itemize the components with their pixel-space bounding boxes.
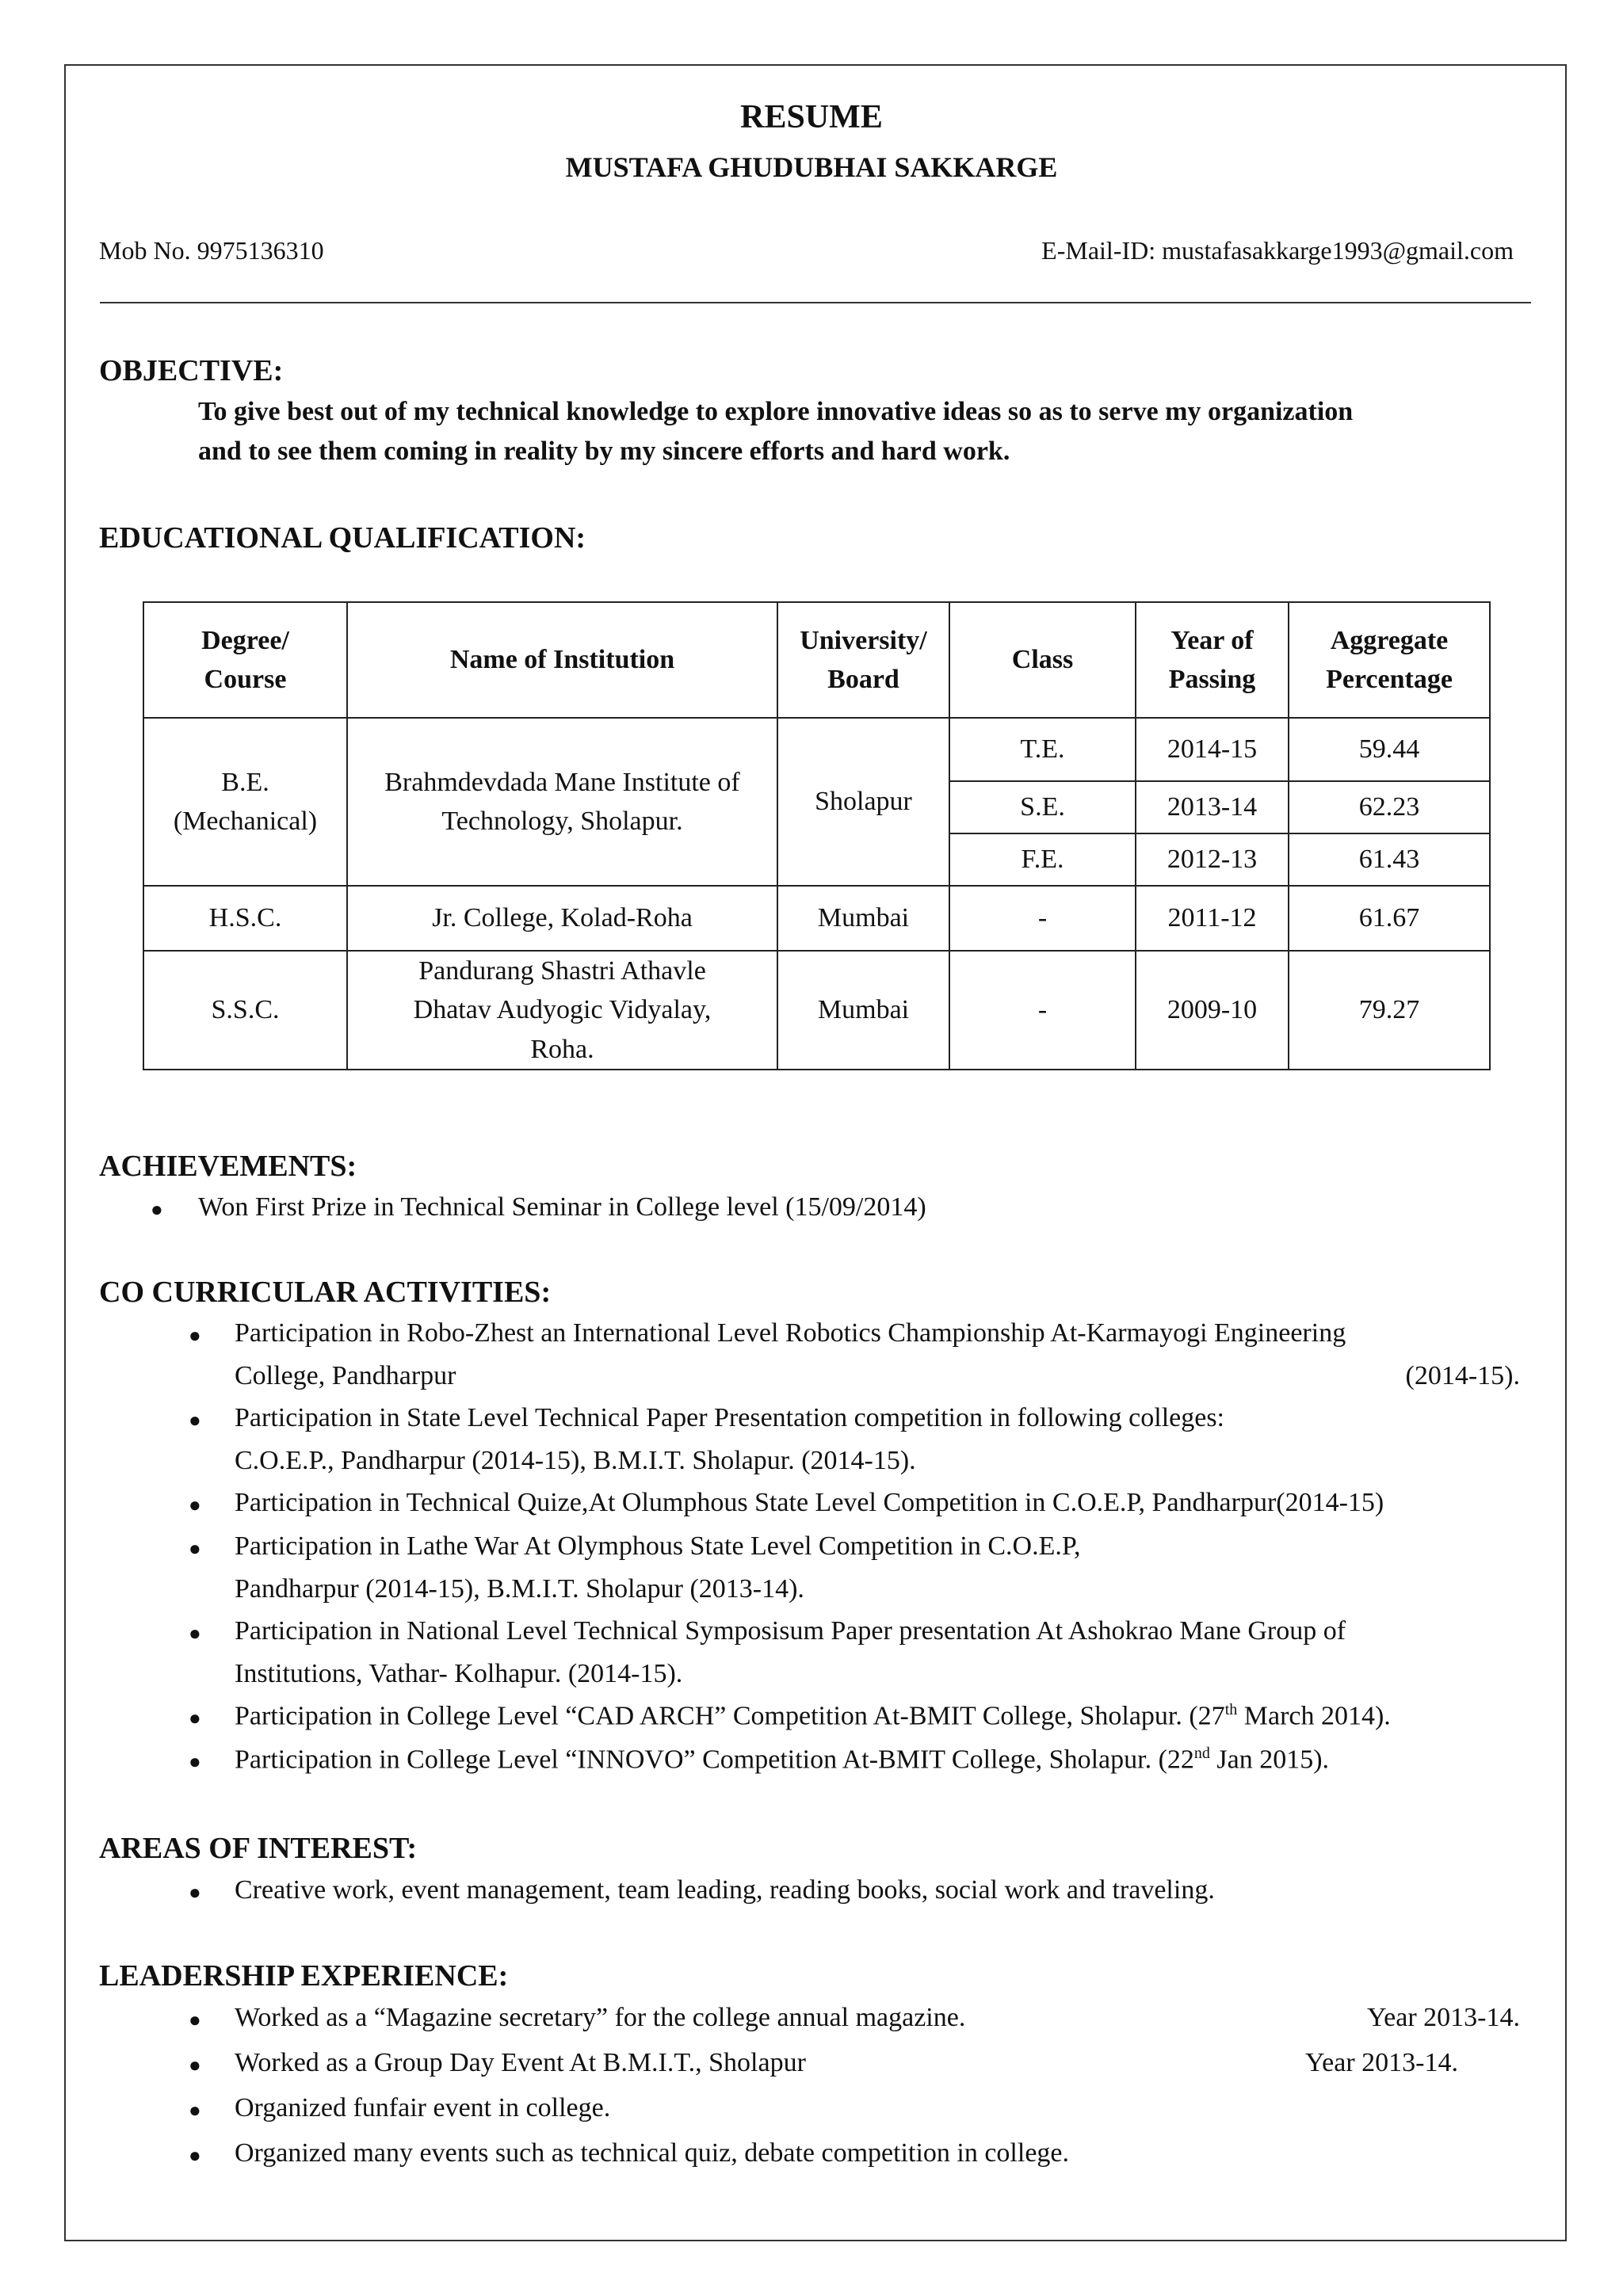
activity-item: Participation in Technical Quize,At Olumphous State Level Competition in C.O.E.P, Pandharpur(2014-15)	[235, 1488, 1384, 1517]
class-cell: S.E.	[949, 781, 1136, 833]
percentage-cell: 61.67	[1289, 886, 1490, 951]
bullet-icon: ●	[189, 1493, 201, 1516]
activity-item: Participation in Lathe War At Olymphous State Level Competition in C.O.E.P,	[235, 1531, 1081, 1561]
achievement-item: Won First Prize in Technical Seminar in College level (15/09/2014)	[198, 1192, 926, 1222]
bullet-icon: ●	[189, 1537, 201, 1560]
activity-item: Participation in State Level Technical Paper Presentation competition in following colleges:	[235, 1403, 1225, 1432]
leadership-heading: LEADERSHIP EXPERIENCE:	[99, 1959, 509, 1993]
activity-item: Participation in National Level Technical Symposisum Paper presentation At Ashokrao Mane Group of	[235, 1616, 1346, 1646]
cocurricular-heading: CO CURRICULAR ACTIVITIES:	[99, 1276, 552, 1309]
bullet-icon: ●	[189, 2099, 201, 2122]
bullet-icon: ●	[189, 2054, 201, 2077]
board-cell: Mumbai	[777, 886, 949, 951]
degree-cell: H.S.C.	[143, 886, 347, 951]
header-divider	[100, 302, 1531, 303]
col-class-header: Class	[949, 602, 1136, 718]
table-row	[143, 718, 1490, 781]
interests-heading: AREAS OF INTEREST:	[99, 1832, 418, 1865]
board-cell: Mumbai	[777, 951, 949, 1070]
bullet-icon: ●	[151, 1198, 163, 1221]
institution-cell: Jr. College, Kolad-Roha	[347, 886, 777, 951]
col-institution-header: Name of Institution	[347, 602, 777, 718]
leadership-year: Year 2013-14.	[1305, 2048, 1458, 2077]
table-header-row	[143, 602, 1490, 718]
be-institution-cell: Brahmdevdada Mane Institute of Technology, Sholapur.	[347, 718, 777, 886]
email-address: E-Mail-ID: mustafasakkarge1993@gmail.com	[1041, 236, 1514, 265]
year-cell: 2009-10	[1136, 951, 1289, 1070]
percentage-cell: 61.43	[1289, 833, 1490, 886]
percentage-cell: 59.44	[1289, 718, 1490, 781]
mobile-number: Mob No. 9975136310	[99, 236, 324, 265]
activity-year: (2014-15).	[1405, 1361, 1520, 1390]
be-board-cell: Sholapur	[777, 718, 949, 886]
percentage-cell: 79.27	[1289, 951, 1490, 1070]
class-cell: T.E.	[949, 718, 1136, 781]
objective-heading: OBJECTIVE:	[99, 354, 284, 387]
year-cell: 2012-13	[1136, 833, 1289, 886]
bullet-icon: ●	[189, 2008, 201, 2031]
class-cell: -	[949, 951, 1136, 1070]
activity-item: College, Pandharpur	[235, 1361, 456, 1390]
class-cell: F.E.	[949, 833, 1136, 886]
col-board-header: University/ Board	[777, 602, 949, 718]
achievements-heading: ACHIEVEMENTS:	[99, 1150, 357, 1183]
bullet-icon: ●	[189, 1750, 201, 1773]
year-cell: 2011-12	[1136, 886, 1289, 951]
activity-item: Participation in College Level “INNOVO” Competition At-BMIT College, Sholapur. (22nd Jan 2015).	[235, 1745, 1330, 1775]
bullet-icon: ●	[189, 1409, 201, 1432]
leadership-item: Organized many events such as technical quiz, debate competition in college.	[235, 2138, 1070, 2168]
table-row	[143, 951, 1490, 1070]
leadership-year: Year 2013-14.	[1367, 2003, 1520, 2032]
leadership-item: Worked as a “Magazine secretary” for the college annual magazine.	[235, 2003, 966, 2032]
activity-item: Participation in Robo-Zhest an International Level Robotics Championship At-Karmayogi Engineering	[235, 1318, 1346, 1348]
bullet-icon: ●	[189, 1324, 201, 1347]
activity-item: C.O.E.P., Pandharpur (2014-15), B.M.I.T. Sholapur. (2014-15).	[235, 1446, 916, 1475]
col-degree-header: Degree/ Course	[143, 602, 347, 718]
table-row	[143, 886, 1490, 951]
bullet-icon: ●	[189, 1881, 201, 1904]
leadership-item: Worked as a Group Day Event At B.M.I.T., Sholapur	[235, 2048, 806, 2077]
bullet-icon: ●	[189, 1622, 201, 1645]
activity-item: Pandharpur (2014-15), B.M.I.T. Sholapur (2013-14).	[235, 1574, 804, 1604]
objective-line: To give best out of my technical knowledge to explore innovative ideas so as to serve my organization	[198, 397, 1354, 426]
leadership-item: Organized funfair event in college.	[235, 2093, 611, 2122]
bullet-icon: ●	[189, 1707, 201, 1730]
activity-item: Participation in College Level “CAD ARCH” Competition At-BMIT College, Sholapur. (27th March 2014).	[235, 1701, 1391, 1731]
class-cell: -	[949, 886, 1136, 951]
institution-cell: Pandurang Shastri Athavle Dhatav Audyogic Vidyalay, Roha.	[347, 951, 777, 1070]
education-heading: EDUCATIONAL QUALIFICATION:	[99, 521, 586, 555]
degree-cell: S.S.C.	[143, 951, 347, 1070]
col-year-header: Year of Passing	[1136, 602, 1289, 718]
education-table	[143, 601, 1491, 1070]
year-cell: 2013-14	[1136, 781, 1289, 833]
resume-title: RESUME	[740, 99, 883, 135]
be-degree-cell: B.E. (Mechanical)	[143, 718, 347, 886]
percentage-cell: 62.23	[1289, 781, 1490, 833]
interest-item: Creative work, event management, team leading, reading books, social work and traveling.	[235, 1875, 1215, 1905]
objective-line: and to see them coming in reality by my sincere efforts and hard work.	[198, 437, 1010, 466]
candidate-name: MUSTAFA GHUDUBHAI SAKKARGE	[565, 151, 1058, 183]
activity-item: Institutions, Vathar- Kolhapur. (2014-15).	[235, 1659, 683, 1688]
year-cell: 2014-15	[1136, 718, 1289, 781]
col-percentage-header: Aggregate Percentage	[1289, 602, 1490, 718]
bullet-icon: ●	[189, 2144, 201, 2167]
